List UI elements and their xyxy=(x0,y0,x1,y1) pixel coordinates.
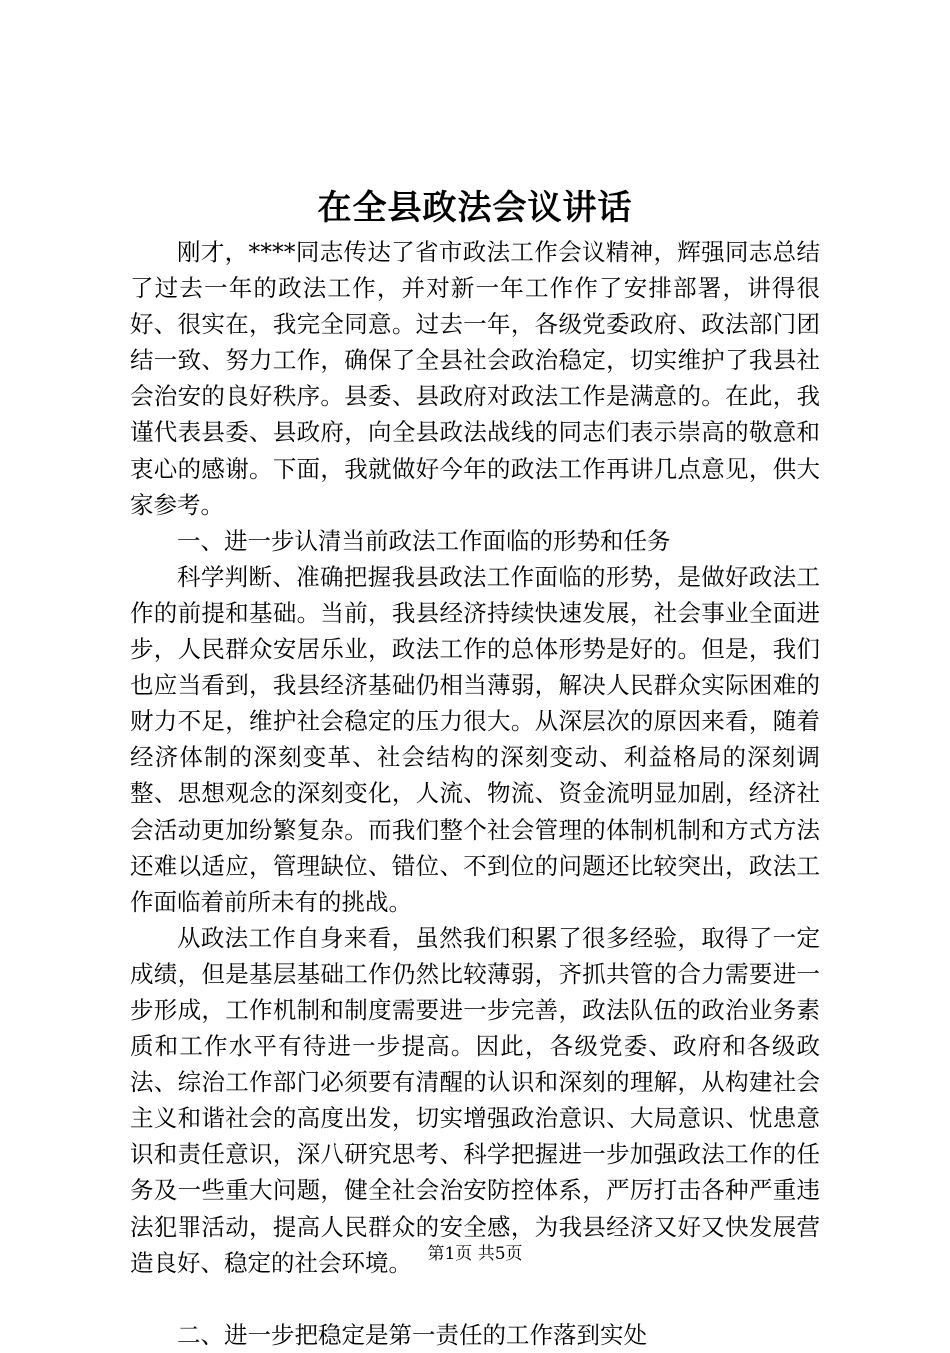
paragraph-opening: 刚才，****同志传达了省市政法工作会议精神，辉强同志总结了过去一年的政法工作，并对新一年工作作了安排部署，讲得很好、很实在，我完全同意。过去一年，各级党委政府、政法部门团结一致、努力工作，确保了全县社会政治稳定，切实维护了我县社会治安的良好秩序。县委、县政府对政法工作是满意的。在此，我谨代表县委、县政府，向全县政法战线的同志们表示崇高的敬意和衷心的感谢。下面，我就做好今年的政法工作再讲几点意见，供大家参考。 xyxy=(130,238,820,519)
paragraph-self-assessment: 从政法工作自身来看，虽然我们积累了很多经验，取得了一定成绩，但是基层基础工作仍然比较薄弱，齐抓共管的合力需要进一步形成，工作机制和制度需要进一步完善，政法队伍的政治业务素质和工作水平有待进一步提高。因此，各级党委、政府和各级政法、综治工作部门必须要有清醒的认识和深刻的理解，从构建社会主义和谐社会的高度出发，切实增强政治意识、大局意识、忧患意识和责任意识，深八研究思考、科学把握进一步加强政法工作的任务及一些重大问题，健全社会治安防控体系，严厉打击各种严重违法犯罪活动，提高人民群众的安全感，为我县经济又好又快发展营造良好、稳定的社会环境。 xyxy=(130,923,820,1277)
document-title: 在全县政法会议讲话 xyxy=(317,188,633,228)
section-heading-two: 二、进一步把稳定是第一责任的工作落到实处 xyxy=(177,1320,647,1349)
document-body xyxy=(130,234,820,1353)
section-heading-one: 一、进一步认清当前政法工作面临的形势和任务 xyxy=(177,526,671,555)
paragraph-situation: 科学判断、准确把握我县政法工作面临的形势，是做好政法工作的前提和基础。当前，我县经济持续快速发展，社会事业全面进步，人民群众安居乐业，政法工作的总体形势是好的。但是，我们也应当看到，我县经济基础仍相当薄弱，解决人民群众实际困难的财力不足，维护社会稳定的压力很大。从深层次的原因来看，随着经济体制的深刻变革、社会结构的深刻变动、利益格局的深刻调整、思想观念的深刻变化，人流、物流、资金流明显加剧，经济社会活动更加纷繁复杂。而我们整个社会管理的体制机制和方式方法还难以适应，管理缺位、错位、不到位的问题还比较突出，政法工作面临着前所未有的挑战。 xyxy=(130,562,820,916)
page-number-footer: 第1页 共5页 xyxy=(427,1244,523,1264)
